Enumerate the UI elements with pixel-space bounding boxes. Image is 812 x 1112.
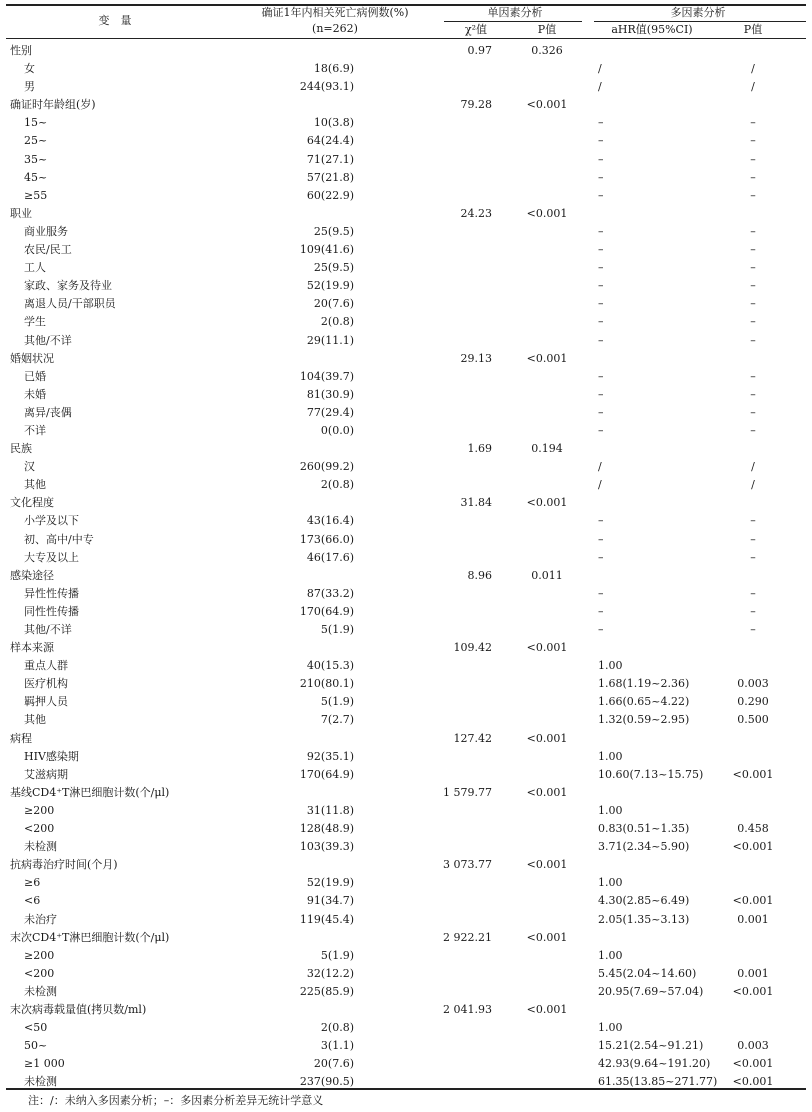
row-ahr: 1.00	[598, 1021, 623, 1035]
row-p-multivariate: –	[750, 315, 756, 329]
row-name: 女	[24, 62, 35, 76]
row-p-multivariate: –	[750, 152, 756, 166]
row-name: HIV感染期	[24, 749, 79, 763]
row-ahr: –	[598, 623, 604, 636]
row-count: 0(0.0)	[320, 423, 354, 437]
header-multivariate: 多因素分析	[670, 6, 726, 19]
row-name: 35~	[24, 152, 48, 166]
row-name: 未检测	[24, 984, 57, 998]
row-name: 25~	[24, 134, 48, 148]
table-group-row	[0, 730, 812, 748]
row-p-multivariate: –	[750, 170, 756, 184]
row-ahr: –	[598, 604, 604, 618]
row-count: 77(29.4)	[306, 405, 354, 419]
row-p-multivariate: <0.001	[732, 840, 774, 854]
row-name: 未检测	[24, 1075, 57, 1089]
table-group-row	[0, 96, 812, 114]
row-name: 学生	[24, 315, 46, 329]
row-name: 其他	[24, 713, 46, 727]
row-chi: 2 922.21	[443, 930, 492, 944]
row-ahr: –	[598, 586, 604, 600]
row-p-multivariate: –	[750, 261, 756, 275]
row-p-multivariate: –	[750, 532, 756, 546]
table-group-row	[0, 929, 812, 947]
row-p-multivariate: –	[750, 387, 756, 401]
table-row	[0, 187, 812, 205]
table-row	[0, 1055, 812, 1073]
row-ahr: 15.21(2.54~91.21)	[598, 1039, 704, 1053]
row-chi: 31.84	[460, 496, 492, 510]
row-name: 大专及以上	[24, 550, 79, 564]
row-name: 医疗机构	[24, 677, 68, 691]
row-p-univariate: <0.001	[526, 496, 568, 510]
table-row	[0, 892, 812, 910]
row-count: 81(30.9)	[306, 387, 354, 401]
row-count: 52(19.9)	[306, 279, 354, 293]
row-name: 确证时年龄组(岁)	[10, 98, 96, 112]
row-ahr: –	[598, 514, 604, 528]
row-ahr: /	[598, 80, 602, 94]
row-count: 244(93.1)	[299, 80, 354, 94]
table-group-row	[0, 784, 812, 802]
row-name: 汉	[24, 460, 35, 474]
row-p-multivariate: /	[751, 460, 755, 474]
row-count: 2(0.8)	[320, 315, 354, 329]
row-p-multivariate: –	[750, 224, 756, 238]
row-name: 未婚	[24, 387, 46, 401]
table-row	[0, 838, 812, 856]
row-count: 170(64.9)	[299, 604, 354, 618]
row-p-univariate: <0.001	[526, 98, 568, 112]
row-p-multivariate: <0.001	[732, 767, 774, 781]
row-ahr: –	[598, 261, 604, 275]
table-row	[0, 386, 812, 404]
row-p-univariate: <0.001	[526, 785, 568, 799]
table-row	[0, 241, 812, 259]
header-variable: 变 量	[98, 14, 132, 27]
row-name: 农民/民工	[24, 243, 72, 257]
row-count: 31(11.8)	[306, 803, 354, 817]
row-count: 128(48.9)	[299, 822, 354, 836]
row-name: 未检测	[24, 840, 57, 854]
table-row	[0, 332, 812, 350]
row-count: 2(0.8)	[320, 1021, 354, 1035]
row-count: 170(64.9)	[299, 767, 354, 781]
table-row	[0, 132, 812, 150]
table-row	[0, 874, 812, 892]
table-note: 注：/：未纳入多因素分析；–：多因素分析差异无统计学意义	[28, 1094, 324, 1107]
row-ahr: –	[598, 134, 604, 148]
table-row	[0, 531, 812, 549]
row-count: 2(0.8)	[320, 478, 354, 492]
row-count: 52(19.9)	[306, 876, 354, 890]
row-name: 文化程度	[10, 496, 54, 510]
row-name: <50	[24, 1021, 48, 1035]
multivariate-subrule	[594, 21, 806, 22]
row-count: 5(1.9)	[320, 948, 354, 962]
row-p-univariate: 0.326	[531, 44, 563, 57]
row-count: 260(99.2)	[299, 460, 354, 474]
row-p-multivariate: –	[750, 134, 756, 148]
row-count: 225(85.9)	[299, 984, 354, 998]
row-name: ≥55	[24, 188, 48, 202]
row-p-univariate: <0.001	[526, 731, 568, 745]
row-ahr: –	[598, 387, 604, 401]
row-count: 10(3.8)	[313, 116, 354, 130]
table-row	[0, 1037, 812, 1055]
row-ahr: –	[598, 116, 604, 130]
row-ahr: /	[598, 62, 602, 76]
row-chi: 24.23	[460, 206, 492, 220]
row-count: 92(35.1)	[306, 749, 354, 763]
row-p-multivariate: –	[750, 623, 756, 636]
table-row	[0, 983, 812, 1001]
row-count: 7(2.7)	[320, 713, 354, 727]
row-name: 羁押人员	[24, 695, 68, 709]
row-name: 基线CD4⁺T淋巴细胞计数(个/μl)	[10, 785, 170, 799]
header-univariate: 单因素分析	[487, 6, 543, 19]
row-chi: 79.28	[460, 98, 492, 112]
row-name: 小学及以下	[24, 514, 79, 528]
row-name: 感染途径	[10, 568, 54, 582]
header-chi: χ²值	[464, 23, 488, 36]
row-count: 43(16.4)	[306, 514, 354, 528]
row-p-multivariate: 0.500	[737, 713, 769, 727]
row-chi: 2 041.93	[443, 1002, 492, 1016]
row-ahr: –	[598, 315, 604, 329]
table-group-row	[0, 350, 812, 368]
row-name: ≥200	[24, 948, 55, 962]
table-row	[0, 657, 812, 675]
row-count: 210(80.1)	[299, 677, 354, 691]
row-ahr: 10.60(7.13~15.75)	[598, 767, 704, 781]
row-name: 异性性传播	[24, 586, 79, 600]
table-group-row	[0, 856, 812, 874]
row-name: 样本来源	[10, 641, 54, 655]
row-p-univariate: 0.194	[531, 442, 563, 456]
row-name: 其他/不详	[24, 333, 72, 347]
row-ahr: 1.00	[598, 876, 623, 890]
row-chi: 1 579.77	[443, 785, 492, 799]
row-ahr: –	[598, 152, 604, 166]
row-count: 119(45.4)	[299, 912, 354, 926]
table-row	[0, 802, 812, 820]
header-count-n: (n=262)	[312, 22, 358, 35]
table-row	[0, 151, 812, 169]
row-name: 抗病毒治疗时间(个月)	[10, 858, 118, 872]
row-count: 25(9.5)	[313, 261, 354, 275]
row-count: 109(41.6)	[299, 243, 354, 257]
row-count: 57(21.8)	[306, 170, 354, 184]
table-row	[0, 476, 812, 494]
row-count: 173(66.0)	[299, 532, 354, 546]
header-rule	[6, 38, 806, 39]
bottom-rule	[6, 1088, 806, 1090]
row-name: 末次CD4⁺T淋巴细胞计数(个/μl)	[10, 930, 170, 944]
table-row	[0, 169, 812, 187]
table-group-row	[0, 567, 812, 585]
row-p-multivariate: /	[751, 80, 755, 94]
row-ahr: –	[598, 550, 604, 564]
table-row	[0, 1019, 812, 1037]
row-name: 艾滋病期	[24, 767, 68, 781]
row-count: 46(17.6)	[306, 550, 354, 564]
table-group-row	[0, 42, 812, 60]
row-p-multivariate: –	[750, 405, 756, 419]
row-chi: 3 073.77	[443, 858, 492, 872]
row-count: 25(9.5)	[313, 224, 354, 238]
table-row	[0, 748, 812, 766]
table-row	[0, 766, 812, 784]
table-group-row	[0, 440, 812, 458]
row-p-univariate: 0.011	[531, 568, 563, 582]
row-name: 初、高中/中专	[24, 532, 94, 546]
row-count: 103(39.3)	[299, 840, 354, 854]
row-name: 民族	[10, 442, 32, 456]
table-group-row	[0, 494, 812, 512]
row-count: 20(7.6)	[313, 1057, 354, 1071]
row-p-multivariate: <0.001	[732, 984, 774, 998]
header-p: P值	[537, 23, 557, 36]
row-name: 已婚	[24, 369, 46, 383]
table-row	[0, 404, 812, 422]
row-name: 婚姻状况	[10, 351, 54, 365]
row-count: 20(7.6)	[313, 297, 354, 311]
table-row	[0, 947, 812, 965]
row-ahr: –	[598, 170, 604, 184]
row-count: 40(15.3)	[306, 659, 354, 673]
table-group-row	[0, 639, 812, 657]
row-name: 职业	[10, 206, 32, 220]
row-ahr: –	[598, 369, 604, 383]
row-name: 其他/不详	[24, 623, 72, 636]
table-row	[0, 458, 812, 476]
row-p-multivariate: –	[750, 243, 756, 257]
row-count: 87(33.2)	[306, 586, 354, 600]
row-count: 5(1.9)	[320, 695, 354, 709]
row-p-univariate: <0.001	[526, 1002, 568, 1016]
table-row	[0, 313, 812, 331]
row-ahr: –	[598, 532, 604, 546]
row-p-univariate: <0.001	[526, 351, 568, 365]
row-p-multivariate: 0.001	[737, 912, 769, 926]
table-row	[0, 820, 812, 838]
row-p-univariate: <0.001	[526, 641, 568, 655]
row-name: 性别	[10, 44, 32, 57]
row-name: ≥200	[24, 803, 55, 817]
table-row	[0, 114, 812, 132]
row-name: <200	[24, 822, 55, 836]
table-row	[0, 585, 812, 603]
table-row	[0, 422, 812, 440]
row-chi: 127.42	[453, 731, 492, 745]
row-ahr: 1.00	[598, 659, 623, 673]
row-ahr: /	[598, 478, 602, 492]
row-p-multivariate: –	[750, 586, 756, 600]
row-count: 60(22.9)	[306, 188, 354, 202]
row-name: 商业服务	[24, 224, 68, 238]
row-name: 离退人员/干部职员	[24, 297, 116, 311]
row-ahr: –	[598, 333, 604, 347]
row-p-multivariate: –	[750, 116, 756, 130]
row-p-multivariate: –	[750, 188, 756, 202]
header-ahr: aHR值(95%CI)	[611, 23, 693, 36]
row-ahr: –	[598, 279, 604, 293]
row-name: 15~	[24, 116, 48, 130]
row-p-multivariate: –	[750, 369, 756, 383]
table-row	[0, 223, 812, 241]
row-p-multivariate: 0.003	[737, 677, 769, 691]
row-p-multivariate: –	[750, 514, 756, 528]
row-count: 91(34.7)	[306, 894, 354, 908]
row-name: ≥6	[24, 876, 41, 890]
table-row	[0, 911, 812, 929]
table-row	[0, 549, 812, 567]
row-p-univariate: <0.001	[526, 930, 568, 944]
row-ahr: 1.66(0.65~4.22)	[598, 695, 690, 709]
row-ahr: –	[598, 224, 604, 238]
row-name: 家政、家务及待业	[24, 279, 112, 293]
row-ahr: –	[598, 243, 604, 257]
row-ahr: 20.95(7.69~57.04)	[598, 984, 704, 998]
row-ahr: 42.93(9.64~191.20)	[598, 1057, 711, 1071]
row-ahr: 1.00	[598, 803, 623, 817]
table-row	[0, 259, 812, 277]
row-chi: 1.69	[467, 442, 492, 456]
row-p-multivariate: –	[750, 333, 756, 347]
row-name: 工人	[24, 261, 46, 275]
row-name: 重点人群	[24, 659, 68, 673]
table-row	[0, 693, 812, 711]
row-p-multivariate: <0.001	[732, 1057, 774, 1071]
row-name: ≥1 000	[24, 1057, 65, 1071]
table-row	[0, 277, 812, 295]
row-count: 18(6.9)	[313, 62, 354, 76]
row-count: 64(24.4)	[306, 134, 354, 148]
row-ahr: –	[598, 405, 604, 419]
row-p-multivariate: <0.001	[732, 894, 774, 908]
table-row	[0, 78, 812, 96]
row-count: 3(1.1)	[320, 1039, 354, 1053]
row-count: 104(39.7)	[299, 369, 354, 383]
row-p-multivariate: –	[750, 297, 756, 311]
row-p-multivariate: –	[750, 550, 756, 564]
row-ahr: 1.68(1.19~2.36)	[598, 677, 690, 691]
row-name: 同性性传播	[24, 604, 79, 618]
table-row	[0, 621, 812, 639]
row-ahr: 5.45(2.04~14.60)	[598, 966, 697, 980]
row-p-univariate: <0.001	[526, 858, 568, 872]
row-name: 病程	[10, 731, 32, 745]
table-row	[0, 295, 812, 313]
univariate-subrule	[444, 21, 582, 22]
row-ahr: 3.71(2.34~5.90)	[598, 840, 690, 854]
table-group-row	[0, 1001, 812, 1019]
row-name: 其他	[24, 478, 46, 492]
row-name: 男	[24, 80, 35, 94]
table-row	[0, 675, 812, 693]
row-ahr: 4.30(2.85~6.49)	[598, 894, 690, 908]
row-name: 末次病毒载量值(拷贝数/ml)	[10, 1002, 147, 1016]
row-ahr: 2.05(1.35~3.13)	[598, 912, 690, 926]
row-name: 45~	[24, 170, 48, 184]
row-count: 29(11.1)	[306, 333, 354, 347]
row-name: <6	[24, 894, 41, 908]
row-ahr: –	[598, 423, 604, 437]
row-name: 未治疗	[24, 912, 57, 926]
row-ahr: 0.83(0.51~1.35)	[598, 822, 690, 836]
row-p-multivariate: <0.001	[732, 1075, 774, 1089]
table-row	[0, 711, 812, 729]
row-name: 不详	[24, 423, 46, 437]
table-body	[0, 42, 812, 1091]
row-name: <200	[24, 966, 55, 980]
row-chi: 0.97	[467, 44, 492, 57]
table-row	[0, 368, 812, 386]
row-ahr: 61.35(13.85~271.77)	[598, 1075, 718, 1089]
row-p-multivariate: 0.458	[737, 822, 769, 836]
row-p-multivariate: /	[751, 478, 755, 492]
row-p-multivariate: –	[750, 279, 756, 293]
row-count: 5(1.9)	[320, 623, 354, 636]
table-row	[0, 965, 812, 983]
row-count: 32(12.2)	[306, 966, 354, 980]
row-count: 237(90.5)	[299, 1075, 354, 1089]
row-chi: 8.96	[467, 568, 492, 582]
row-ahr: 1.32(0.59~2.95)	[598, 713, 690, 727]
row-ahr: –	[598, 297, 604, 311]
header-p2: P值	[743, 23, 763, 36]
row-ahr: 1.00	[598, 749, 623, 763]
row-count: 71(27.1)	[306, 152, 354, 166]
row-ahr: /	[598, 460, 602, 474]
row-p-multivariate: 0.290	[737, 695, 769, 709]
row-name: 离异/丧偶	[24, 405, 72, 419]
table-row	[0, 512, 812, 530]
row-p-multivariate: 0.001	[737, 966, 769, 980]
table-row	[0, 603, 812, 621]
row-name: 50~	[24, 1039, 48, 1053]
row-p-multivariate: /	[751, 62, 755, 76]
row-p-multivariate: 0.003	[737, 1039, 769, 1053]
row-chi: 109.42	[453, 641, 492, 655]
row-ahr: –	[598, 188, 604, 202]
row-p-univariate: <0.001	[526, 206, 568, 220]
table-group-row	[0, 205, 812, 223]
row-p-multivariate: –	[750, 423, 756, 437]
row-p-multivariate: –	[750, 604, 756, 618]
table-row	[0, 60, 812, 78]
row-ahr: 1.00	[598, 948, 623, 962]
header-count: 确证1年内相关死亡病例数(%)	[261, 6, 409, 19]
row-chi: 29.13	[460, 351, 492, 365]
